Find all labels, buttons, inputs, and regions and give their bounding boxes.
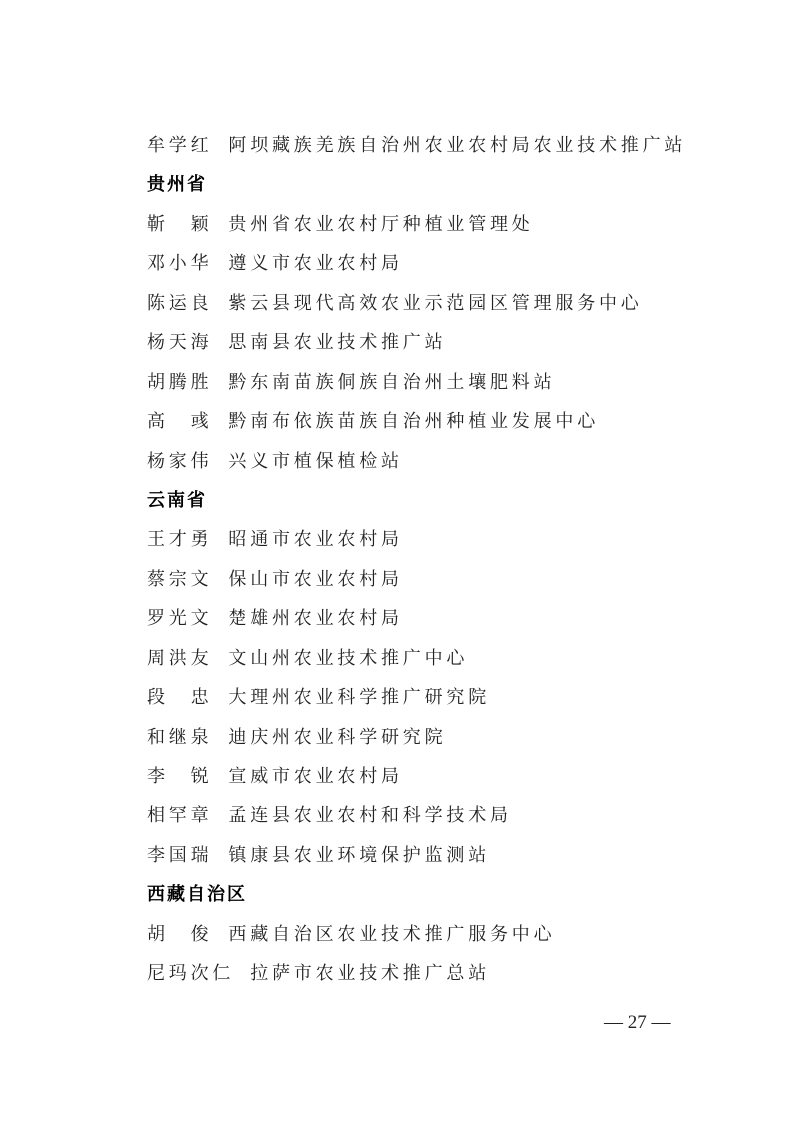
- list-item: [147, 250, 707, 289]
- list-item: [147, 290, 707, 329]
- organization: 黔南布依族苗族自治州种植业发展中心: [228, 411, 600, 433]
- section-heading: 西藏自治区: [147, 884, 247, 906]
- list-item: [147, 369, 707, 408]
- page-number: — 27 —: [604, 1012, 671, 1033]
- organization: 宣威市农业农村局: [228, 766, 403, 787]
- document-body: [147, 132, 707, 1000]
- person-name: 高 彧: [147, 411, 213, 433]
- list-item: [147, 921, 707, 960]
- list-item: [147, 684, 707, 723]
- person-name: 胡腾胜: [147, 371, 213, 393]
- person-name: 杨家伟: [147, 450, 213, 472]
- person-name: 周洪友: [147, 647, 213, 669]
- list-item: [147, 724, 707, 763]
- person-name: 蔡宗文: [147, 568, 213, 590]
- person-name: 和继泉: [147, 726, 213, 748]
- organization: 西藏自治区农业技术推广服务中心: [228, 923, 556, 945]
- organization: 楚雄州农业农村局: [228, 608, 403, 630]
- person-name: 罗光文: [147, 608, 213, 630]
- section-heading: 云南省: [147, 489, 207, 511]
- list-item: [147, 132, 707, 171]
- list-item: [147, 763, 707, 802]
- person-name: 尼玛次仁: [147, 963, 235, 985]
- list-item: [147, 645, 707, 684]
- person-name: 段 忠: [147, 687, 213, 709]
- organization: 兴义市植保植检站: [228, 450, 403, 472]
- list-item: [147, 605, 707, 644]
- organization: 迪庆州农业科学研究院: [228, 726, 447, 748]
- organization: 镇康县农业环境保护监测站: [228, 844, 491, 866]
- organization: 大理州农业科学推广研究院: [228, 687, 491, 709]
- person-name: 靳 颖: [147, 213, 213, 235]
- list-item: [147, 842, 707, 881]
- list-item: [147, 802, 707, 841]
- organization: 黔东南苗族侗族自治州土壤肥料站: [228, 371, 556, 393]
- person-name: 陈运良: [147, 292, 213, 314]
- organization: 贵州省农业农村厅种植业管理处: [228, 213, 534, 235]
- list-item: [147, 329, 707, 368]
- organization: 保山市农业农村局: [228, 568, 403, 590]
- organization: 紫云县现代高效农业示范园区管理服务中心: [228, 292, 643, 314]
- organization: 思南县农业技术推广站: [228, 332, 447, 354]
- person-name: 王才勇: [147, 529, 213, 551]
- organization: 昭通市农业农村局: [228, 529, 403, 551]
- organization: 遵义市农业农村局: [228, 253, 403, 275]
- person-name: 杨天海: [147, 332, 213, 354]
- list-item: [147, 408, 707, 447]
- person-name: 胡 俊: [147, 923, 213, 945]
- organization: 孟连县农业农村和科学技术局: [228, 805, 512, 827]
- organization: 阿坝藏族羌族自治州农业农村局农业技术推广站: [228, 135, 687, 156]
- list-item: [147, 526, 707, 565]
- list-item: [147, 566, 707, 605]
- organization: 拉萨市农业技术推广总站: [250, 963, 491, 985]
- person-name: 李国瑞: [147, 844, 213, 866]
- list-item: [147, 960, 707, 999]
- person-name: 李 锐: [147, 766, 213, 787]
- person-name: 相罕章: [147, 805, 213, 827]
- organization: 文山州农业技术推广中心: [228, 647, 469, 669]
- person-name: 邓小华: [147, 253, 213, 275]
- list-item: [147, 448, 707, 487]
- person-name: 牟学红: [147, 135, 213, 156]
- section-heading: 贵州省: [147, 174, 207, 196]
- list-item: [147, 211, 707, 250]
